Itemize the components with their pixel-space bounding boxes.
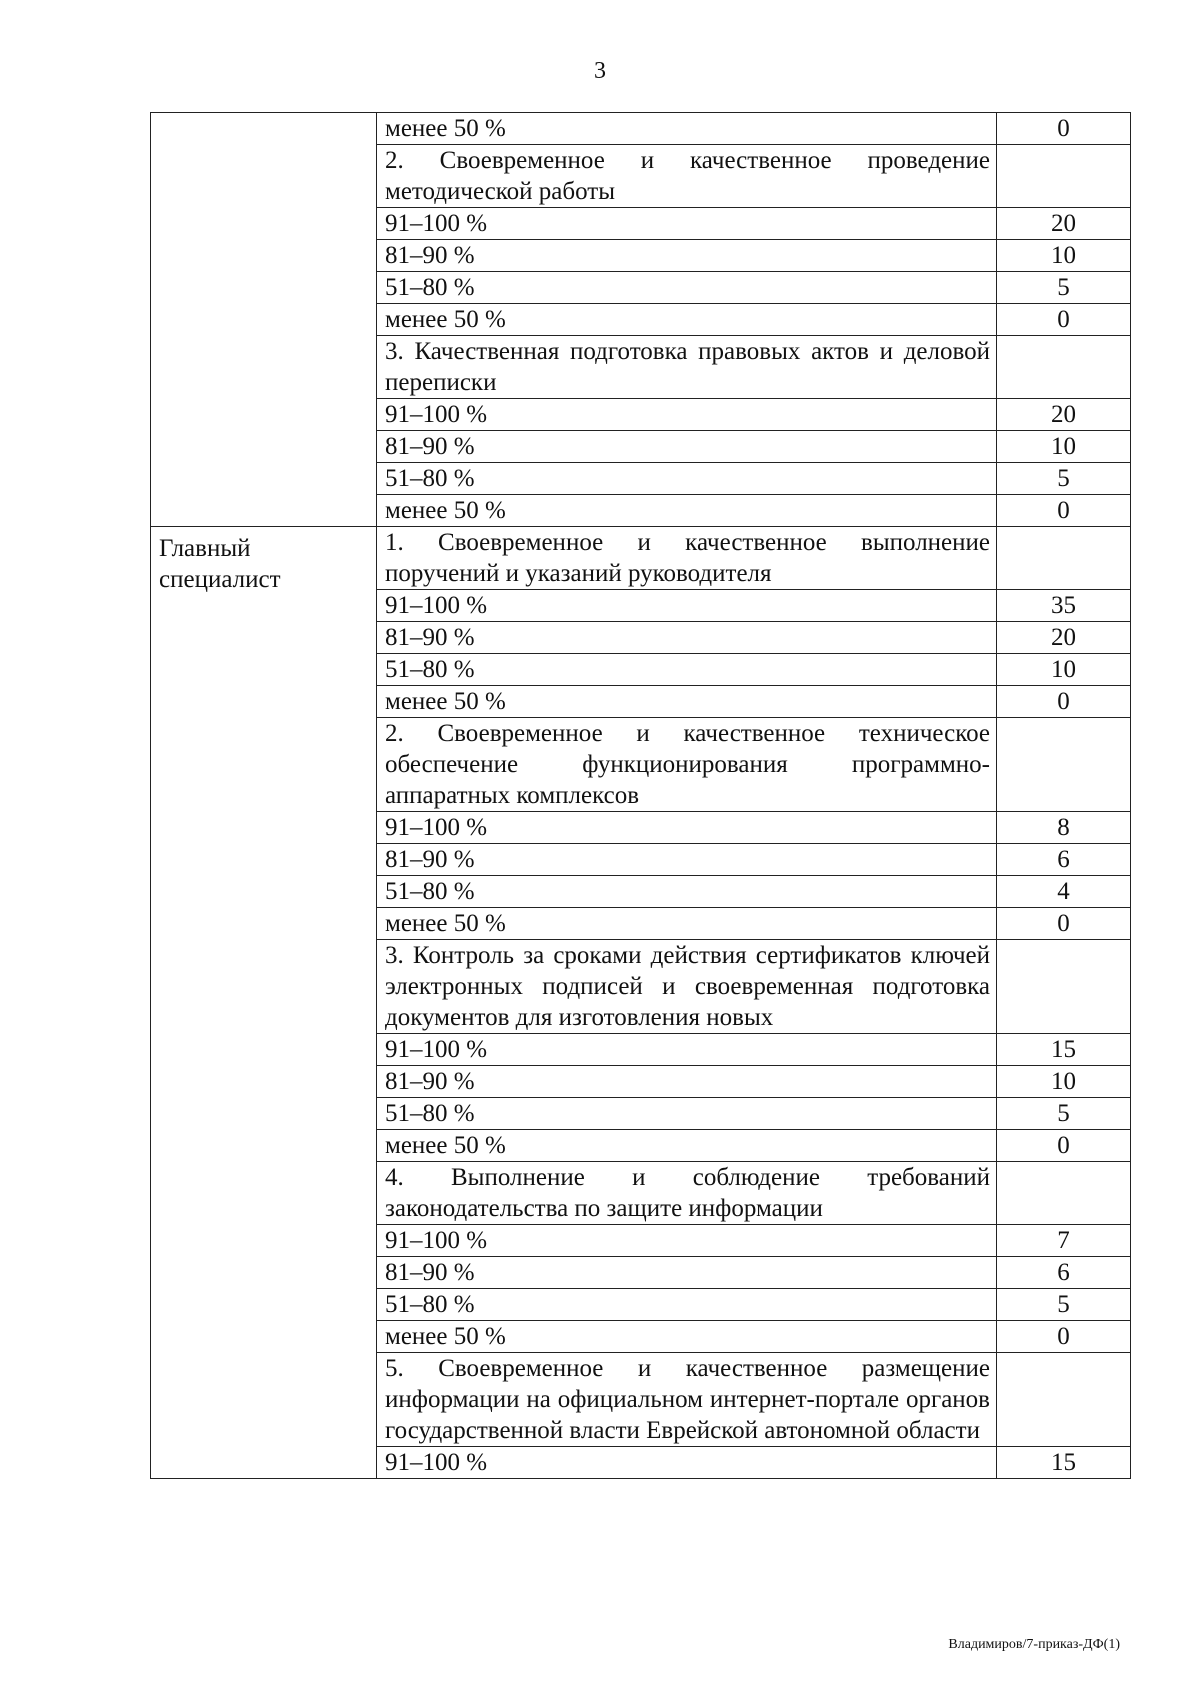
criterion-heading: 2. Своевременное и качественное проведение методической работы [377,145,997,208]
score-cell: 0 [997,113,1131,145]
score-cell: 0 [997,304,1131,336]
criterion-cell: 51–80 % [377,272,997,304]
criterion-cell: 91–100 % [377,399,997,431]
score-cell: 35 [997,590,1131,622]
score-cell: 20 [997,399,1131,431]
score-cell: 0 [997,686,1131,718]
position-cell: Главный специалист [151,527,377,1479]
table-row [151,527,1131,590]
criterion-cell: менее 50 % [377,304,997,336]
score-cell: 20 [997,622,1131,654]
criterion-heading: 2. Своевременное и качественное техническое обеспечение функционирования программно-аппаратных комплексов [377,718,997,812]
criterion-heading: 1. Своевременное и качественное выполнение поручений и указаний руководителя [377,527,997,590]
position-cell [151,113,377,527]
criterion-cell: менее 50 % [377,908,997,940]
score-cell [997,527,1131,590]
score-cell: 5 [997,272,1131,304]
criterion-cell: 81–90 % [377,622,997,654]
criterion-cell: 91–100 % [377,1034,997,1066]
criterion-cell: 81–90 % [377,1066,997,1098]
score-cell: 0 [997,908,1131,940]
table-row [151,113,1131,145]
criterion-cell: 81–90 % [377,431,997,463]
score-cell [997,1353,1131,1447]
score-cell [997,1162,1131,1225]
score-cell [997,336,1131,399]
criterion-cell: 91–100 % [377,1447,997,1479]
score-cell: 10 [997,1066,1131,1098]
criterion-cell: менее 50 % [377,495,997,527]
score-cell: 20 [997,208,1131,240]
criteria-table [150,112,1131,1479]
criterion-cell: 91–100 % [377,590,997,622]
criterion-cell: менее 50 % [377,686,997,718]
score-cell [997,718,1131,812]
criterion-cell: менее 50 % [377,113,997,145]
score-cell [997,145,1131,208]
page-number: 3 [594,58,606,84]
criterion-cell: 51–80 % [377,1289,997,1321]
score-cell: 0 [997,495,1131,527]
criterion-cell: менее 50 % [377,1130,997,1162]
score-cell: 6 [997,1257,1131,1289]
score-cell: 5 [997,1289,1131,1321]
score-cell: 8 [997,812,1131,844]
criterion-cell: 81–90 % [377,240,997,272]
criterion-cell: 51–80 % [377,654,997,686]
score-cell: 7 [997,1225,1131,1257]
score-cell: 5 [997,1098,1131,1130]
criterion-cell: 91–100 % [377,812,997,844]
criterion-cell: 91–100 % [377,1225,997,1257]
score-cell: 0 [997,1130,1131,1162]
score-cell: 5 [997,463,1131,495]
criterion-heading: 5. Своевременное и качественное размещение информации на официальном интернет-портале органов государственной власти Еврейской автономной области [377,1353,997,1447]
criterion-heading: 3. Качественная подготовка правовых актов и деловой переписки [377,336,997,399]
criterion-cell: 81–90 % [377,1257,997,1289]
criterion-cell: 51–80 % [377,876,997,908]
score-cell: 6 [997,844,1131,876]
criterion-heading: 4. Выполнение и соблюдение требований законодательства по защите информации [377,1162,997,1225]
criterion-cell: 51–80 % [377,463,997,495]
score-cell [997,940,1131,1034]
criterion-cell: 91–100 % [377,208,997,240]
score-cell: 10 [997,431,1131,463]
document-reference: Владимиров/7-приказ-ДФ(1) [948,1637,1120,1652]
criterion-heading: 3. Контроль за сроками действия сертификатов ключей электронных подписей и своевременная подготовка документов для изготовления новых [377,940,997,1034]
criterion-cell: 81–90 % [377,844,997,876]
score-cell: 10 [997,240,1131,272]
score-cell: 4 [997,876,1131,908]
score-cell: 15 [997,1034,1131,1066]
score-cell: 15 [997,1447,1131,1479]
criterion-cell: менее 50 % [377,1321,997,1353]
score-cell: 10 [997,654,1131,686]
criterion-cell: 51–80 % [377,1098,997,1130]
score-cell: 0 [997,1321,1131,1353]
